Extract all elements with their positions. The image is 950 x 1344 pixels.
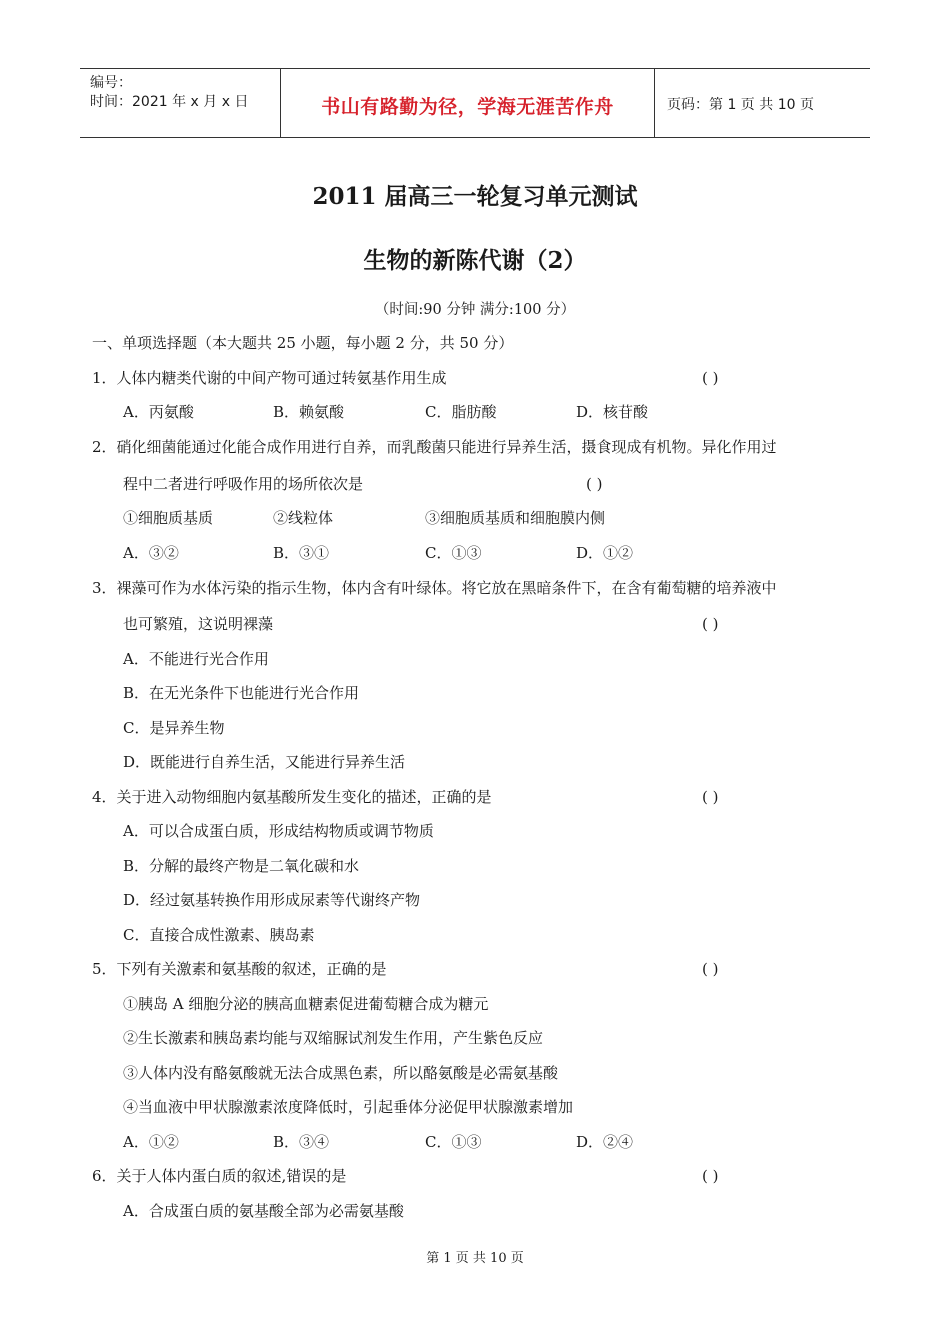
- q4-stem: 4．关于进入动物细胞内氨基酸所发生变化的描述，正确的是: [92, 788, 492, 806]
- q2-statement-2: ②线粒体: [273, 509, 334, 527]
- q1-option-c: C．脂肪酸: [425, 403, 497, 421]
- q5-statement-3: ③人体内没有酪氨酸就无法合成黑色素，所以酪氨酸是必需氨基酸: [123, 1064, 559, 1082]
- q5-option-b: B．③④: [273, 1133, 330, 1151]
- q3-stem-line1: 3．裸藻可作为水体污染的指示生物，体内含有叶绿体。将它放在黑暗条件下，在含有葡萄糖的培养液中: [92, 579, 777, 597]
- q4-answer-bracket: ( ): [702, 788, 719, 806]
- header-time: 时间：2021 年 x 月 x 日: [90, 94, 249, 110]
- q1-answer-bracket: ( ): [702, 369, 719, 387]
- q4-option-c: C．直接合成性激素、胰岛素: [123, 926, 315, 944]
- q5-answer-bracket: ( ): [702, 960, 719, 978]
- q5-statement-1: ①胰岛 A 细胞分泌的胰高血糖素促进葡萄糖合成为糖元: [123, 995, 489, 1013]
- header-number: 编号：: [90, 75, 132, 91]
- header-left-cell: [80, 69, 280, 137]
- q6-option-a: A．合成蛋白质的氨基酸全部为必需氨基酸: [123, 1202, 404, 1220]
- q2-stem-line2: 程中二者进行呼吸作用的场所依次是: [123, 475, 364, 493]
- q5-option-c: C．①③: [425, 1133, 482, 1151]
- q3-option-a: A．不能进行光合作用: [123, 650, 269, 668]
- q3-option-d: D．既能进行自养生活，又能进行异养生活: [123, 753, 406, 771]
- page-header: [80, 68, 870, 138]
- q2-option-b: B．③①: [273, 544, 330, 562]
- header-page-info: 页码：第 1 页 共 10 页: [667, 97, 814, 113]
- q4-option-b: B．分解的最终产物是二氧化碳和水: [123, 857, 360, 875]
- q2-option-a: A．③②: [123, 544, 179, 562]
- document-title: 2011 届高三一轮复习单元测试: [312, 183, 638, 210]
- header-motto-cell: [280, 69, 655, 137]
- header-page-cell: [655, 69, 870, 137]
- q2-statement-3: ③细胞质基质和细胞膜内侧: [425, 509, 606, 527]
- q2-answer-bracket: ( ): [586, 475, 603, 493]
- q4-option-d: D．经过氨基转换作用形成尿素等代谢终产物: [123, 891, 421, 909]
- q2-statement-1: ①细胞质基质: [123, 509, 214, 527]
- q5-statement-4: ④当血液中甲状腺激素浓度降低时，引起垂体分泌促甲状腺激素增加: [123, 1098, 574, 1116]
- q1-option-a: A．丙氨酸: [123, 403, 194, 421]
- exam-meta: （时间:90 分钟 满分:100 分）: [374, 302, 576, 318]
- q2-option-d: D．①②: [576, 544, 634, 562]
- q5-stem: 5．下列有关激素和氨基酸的叙述，正确的是: [92, 960, 387, 978]
- q1-option-d: D．核苷酸: [576, 403, 649, 421]
- page-footer: 第 1 页 共 10 页: [426, 1251, 524, 1266]
- q5-option-d: D．②④: [576, 1133, 634, 1151]
- header-motto: 书山有路勤为径，学海无涯苦作舟: [321, 96, 614, 118]
- q3-option-c: C．是异养生物: [123, 719, 225, 737]
- q1-option-b: B．赖氨酸: [273, 403, 345, 421]
- document-subtitle: 生物的新陈代谢（2）: [363, 247, 587, 274]
- q3-stem-line2: 也可繁殖，这说明裸藻: [123, 615, 274, 633]
- q6-stem: 6．关于人体内蛋白质的叙述,错误的是: [92, 1167, 347, 1185]
- q1-stem: 1．人体内糖类代谢的中间产物可通过转氨基作用生成: [92, 369, 447, 387]
- q5-option-a: A．①②: [123, 1133, 179, 1151]
- q2-stem-line1: 2．硝化细菌能通过化能合成作用进行自养，而乳酸菌只能进行异养生活，摄食现成有机物。异化作用过: [92, 438, 777, 456]
- q3-option-b: B．在无光条件下也能进行光合作用: [123, 684, 360, 702]
- section-heading: 一、单项选择题（本大题共 25 小题，每小题 2 分，共 50 分）: [92, 334, 514, 352]
- q6-answer-bracket: ( ): [702, 1167, 719, 1185]
- q3-answer-bracket: ( ): [702, 615, 719, 633]
- q5-statement-2: ②生长激素和胰岛素均能与双缩脲试剂发生作用，产生紫色反应: [123, 1029, 544, 1047]
- q4-option-a: A．可以合成蛋白质，形成结构物质或调节物质: [123, 822, 434, 840]
- q2-option-c: C．①③: [425, 544, 482, 562]
